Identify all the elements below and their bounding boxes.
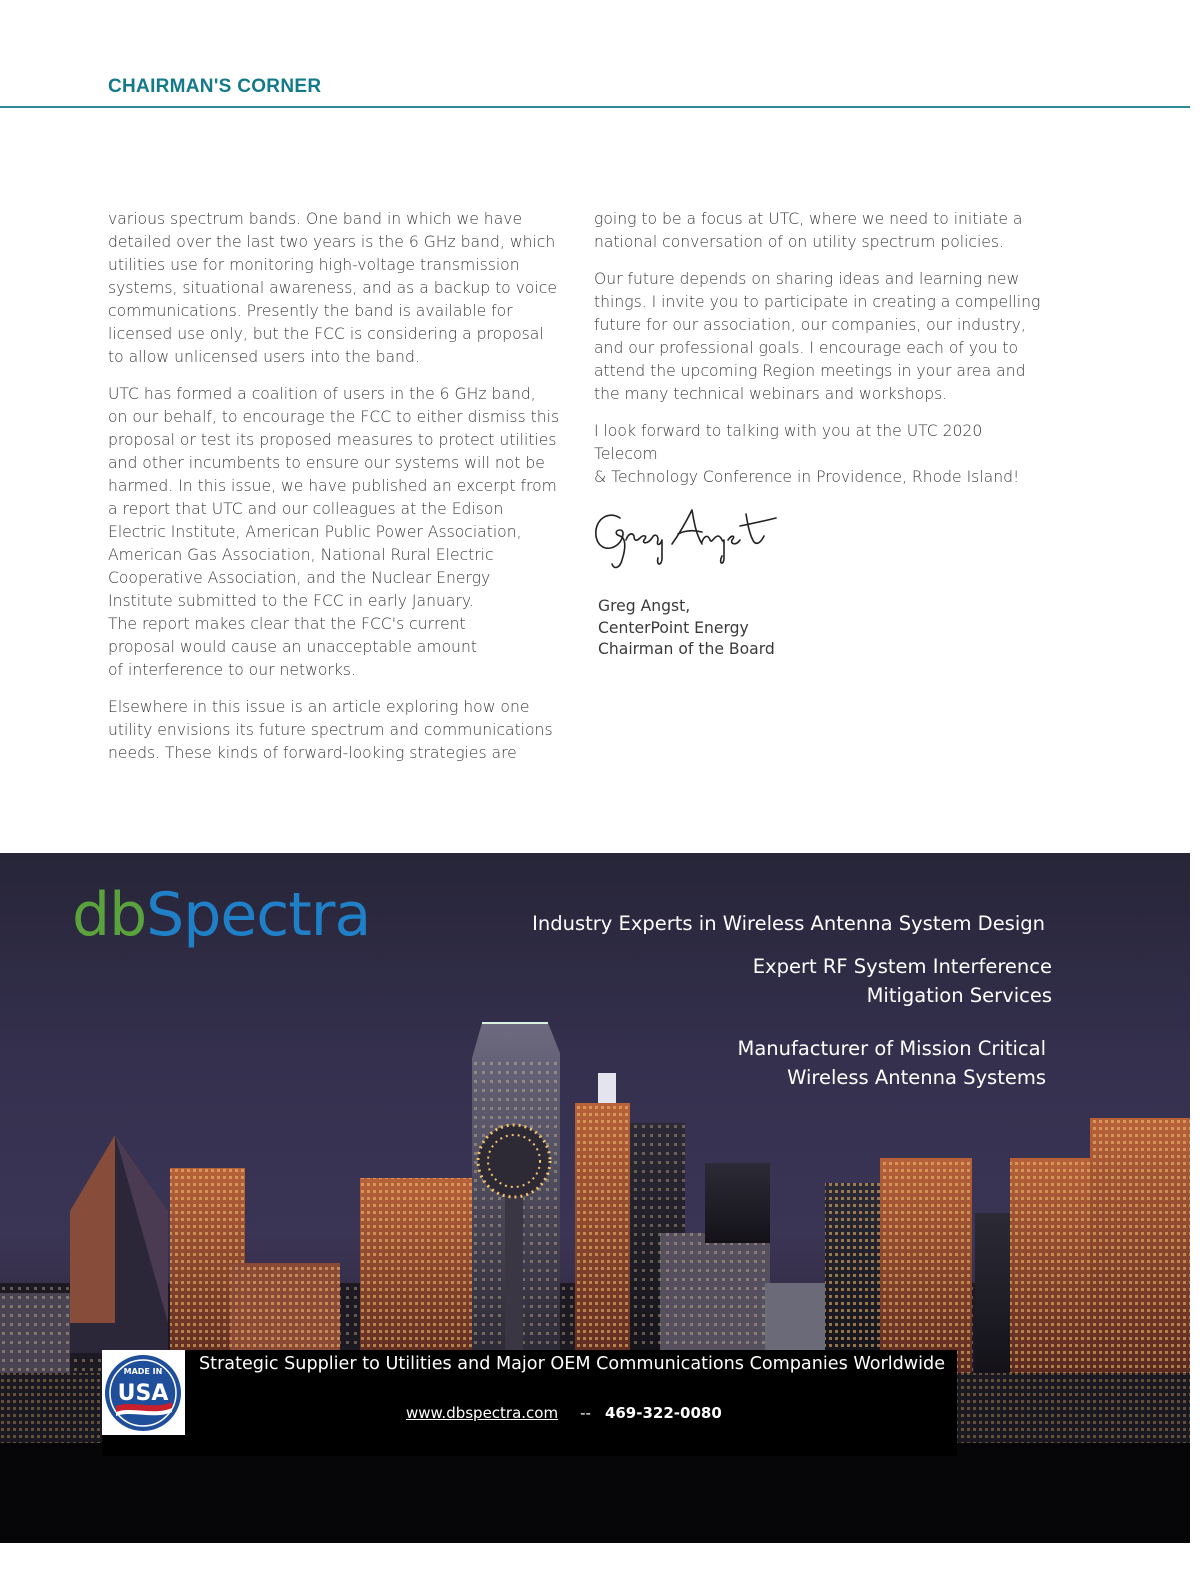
- article-paragraph: Our future depends on sharing ideas and learning new things. I invite you to participate in creating a compelling future for our association, our companies, our industry, and our professional goals. I encourage each of you to attend the upcoming Region meetings in your area and the many technical webinars and workshops.: [594, 270, 1041, 403]
- article-right-column: [594, 208, 1049, 503]
- article-paragraph: I look forward to talking with you at the UTC 2020 Telecom & Technology Conference in Providence, Rhode Island!: [594, 422, 1020, 486]
- article-paragraph: UTC has formed a coalition of users in the 6 GHz band, on our behalf, to encourage the FCC to either dismiss this proposal or test its proposed measures to protect utilities and other incumbents to ensure our systems will not be harmed. In this issue, we have published an excerpt from a report that UTC and our colleagues at the Edison Electric Institute, American Public Power Association, American Gas Association, National Rural Electric Cooperative Association, and the Nuclear Energy Institute submitted to the FCC in early January. The report makes clear that the FCC's current proposal would cause an unacceptable amount of interference to our networks.: [108, 385, 560, 679]
- supplier-statement: Strategic Supplier to Utilities and Major OEM Communications Companies Worldwide: [199, 1354, 946, 1374]
- usa-seal-icon: [102, 1350, 185, 1435]
- signature-block: [598, 596, 775, 661]
- logo-db: db: [72, 880, 147, 950]
- dbspectra-logo: [72, 880, 371, 950]
- signer-name: Greg Angst,: [598, 597, 691, 615]
- ad-contact-banner: [102, 1350, 957, 1456]
- ad-tagline-3: Manufacturer of Mission Critical Wireless Antenna Systems: [737, 1037, 1046, 1089]
- svg-text:USA: USA: [117, 1381, 169, 1406]
- section-title: CHAIRMAN'S CORNER: [108, 76, 322, 97]
- logo-spectra: Spectra: [146, 880, 371, 950]
- contact-line: [406, 1404, 722, 1422]
- article-paragraph: Elsewhere in this issue is an article exploring how one utility envisions its future spectrum and communications needs. These kinds of forward-looking strategies are: [108, 698, 553, 762]
- ad-tagline-2: Expert RF System Interference Mitigation Services: [752, 955, 1052, 1007]
- phone-number: 469-322-0080: [604, 1404, 722, 1422]
- svg-text:MADE IN: MADE IN: [123, 1367, 163, 1376]
- article-left-column: [108, 208, 563, 779]
- article-paragraph: going to be a focus at UTC, where we need to initiate a national conversation of on utility spectrum policies.: [594, 210, 1023, 251]
- signer-title: Chairman of the Board: [598, 640, 775, 658]
- title-divider: [0, 106, 1190, 108]
- ad-tagline-1: Industry Experts in Wireless Antenna System Design: [532, 912, 1045, 935]
- made-in-usa-badge-icon: [102, 1350, 185, 1435]
- website-link[interactable]: www.dbspectra.com: [406, 1404, 559, 1422]
- dbspectra-advertisement: [0, 853, 1190, 1543]
- contact-separator: --: [580, 1404, 591, 1422]
- article-paragraph: various spectrum bands. One band in which we have detailed over the last two years is the 6 GHz band, which utilities use for monitoring high-voltage transmission systems, situational awareness, and as a backup to voice communications. Presently the band is available for licensed use only, but the FCC is considering a proposal to allow unlicensed users into the band.: [108, 210, 557, 366]
- handwritten-signature: [590, 500, 790, 575]
- signature-image: [590, 500, 790, 575]
- signer-company: CenterPoint Energy: [598, 618, 749, 637]
